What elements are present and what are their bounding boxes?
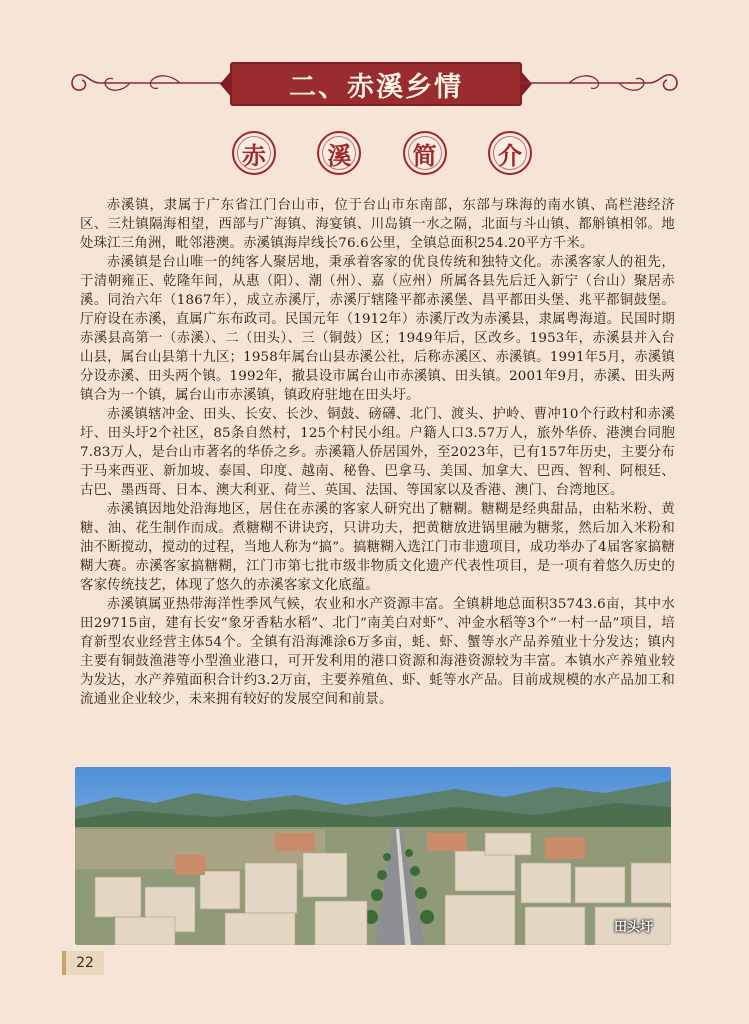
title-char: 介 bbox=[497, 140, 522, 170]
paragraph: 赤溪镇辖冲金、田头、长安、长沙、铜鼓、磅礴、北门、渡头、护岭、曹冲10个行政村和赤溪圩、田头圩2个社区，85条自然村，125个村民小组。户籍人口3.57万人，旅外华侨、港澳台同胞7.83万人，是台山市著名的华侨之乡。赤溪籍人侨居国外，至2023年，已有157年历史，主要分布于马来西亚、新加坡、泰国、印度、越南、秘鲁、巴拿马、美国、加拿大、巴西、智利、阿根廷、古巴、墨西哥、日本、澳大利亚、荷兰、英国、法国、等国家以及香港、澳门、台湾地区。 bbox=[80, 407, 675, 498]
title-char-circle bbox=[317, 131, 361, 175]
paragraph: 赤溪镇是台山唯一的纯客人聚居地，秉承着客家的优良传统和独特文化。赤溪客家人的祖先，于清朝雍正、乾隆年间，从惠（阳）、潮（州）、嘉（应州）所属各县先后迁入新宁（台山）聚居赤溪。同治六年（1867年），成立赤溪厅，赤溪厅辖隆平都赤溪堡、昌平都田头堡、兆平都铜鼓堡。厅府设在赤溪，直属广东布政司。民国元年（1912年）赤溪厅改为赤溪县，隶属粤海道。民国时期赤溪县高第一（赤溪）、二（田头）、三（铜鼓）区；1949年后，区改乡。1953年，赤溪县并入台山县，属台山县第十九区；1958年属台山县赤溪公社，后称赤溪区、赤溪镇。1991年5月，赤溪镇分设赤溪、田头两个镇。1992年，撤县设市属台山市赤溪镇、田头镇。2001年9月，赤溪、田头两镇合为一个镇，属台山市赤溪镇，镇政府驻地在田头圩。 bbox=[80, 255, 675, 403]
town-aerial-photo bbox=[75, 767, 671, 945]
paragraph: 赤溪镇，隶属于广东省江门台山市，位于台山市东南部，东部与珠海的南水镇、高栏港经济区、三灶镇隔海相望，西部与广海镇、海宴镇、川岛镇一水之隔，北面与斗山镇、都斛镇相邻。地处珠江三角洲，毗邻港澳。赤溪镇海岸线长76.6公里，全镇总面积254.20平方千米。 bbox=[80, 198, 675, 251]
paragraph: 赤溪镇因地处沿海地区，居住在赤溪的客家人研究出了糖糊。糖糊是经典甜品，由粘米粉、黄糖、油、花生制作而成。煮糖糊不讲诀窍，只讲功夫，把黄糖放进锅里融为糖浆，然后加入米粉和油不断搅动，搅动的过程，当地人称为“搞”。搞糖糊入选江门市非遗项目，成功举办了4届客家搞糖糊大赛。赤溪客家搞糖糊，江门市第七批市级非物质文化遗产代表性项目，是一项有着悠久历史的客家传统技艺，体现了悠久的赤溪客家文化底蕴。 bbox=[80, 502, 675, 593]
title-char-circle bbox=[488, 131, 532, 175]
paragraph: 赤溪镇属亚热带海洋性季风气候，农业和水产资源丰富。全镇耕地总面积35743.6亩，其中水田29715亩，建有长安“象牙香粘水稻”、北门“南美白对虾”、冲金水稻等3个“一村一品”项目，培育新型农业经营主体54个。全镇有沿海滩涂6万多亩，蚝、虾、蟹等水产品养殖业十分发达；镇内主要有铜鼓渔港等小型渔业港口，可开发利用的港口资源和海港资源较为丰富。本镇水产养殖业较为发达，水产养殖面积合计约3.2万亩，主要养殖鱼、虾、蚝等水产品。目前成规模的水产品加工和流通业企业较少，未来拥有较好的发展空间和前景。 bbox=[80, 597, 675, 707]
article-body bbox=[80, 196, 675, 709]
title-char: 赤 bbox=[242, 140, 266, 170]
left-swirl-ornament bbox=[60, 68, 230, 98]
title-char: 溪 bbox=[327, 140, 352, 170]
right-swirl-ornament bbox=[519, 68, 689, 98]
section-title-banner bbox=[230, 62, 522, 106]
aerial-town-illustration bbox=[75, 767, 671, 945]
title-char-circle bbox=[403, 131, 447, 175]
page-number: 22 bbox=[62, 951, 104, 975]
title-char: 简 bbox=[412, 140, 437, 170]
section-header bbox=[60, 62, 689, 108]
section-title: 二、赤溪乡情 bbox=[289, 71, 463, 103]
title-char-circle bbox=[232, 131, 276, 175]
article-title bbox=[232, 131, 532, 177]
photo-caption: 田头圩 bbox=[613, 920, 653, 935]
